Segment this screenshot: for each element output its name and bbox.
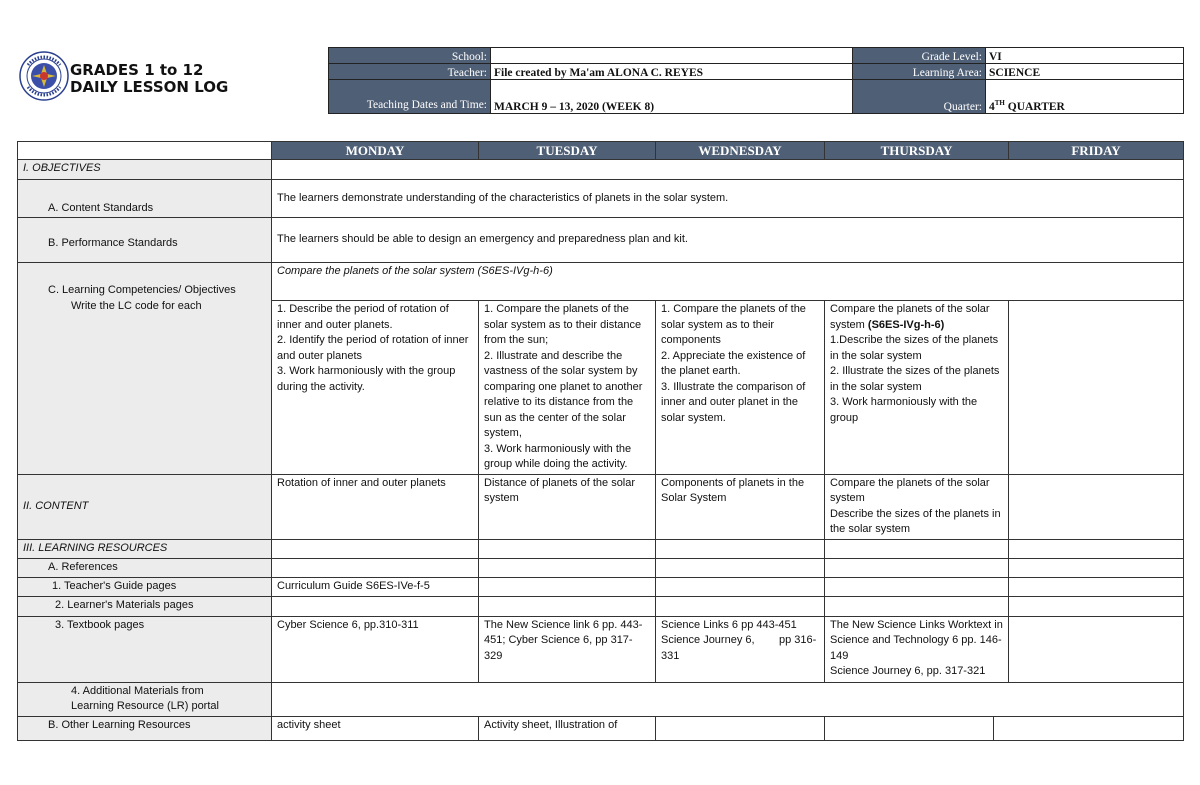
thursday-intro-text: Compare the planets of the solar system [830,303,990,331]
learning-area-label: Learning Area: [853,64,986,80]
other-resources-text: B. Other Learning Resources [48,718,191,731]
tg-monday[interactable]: Curriculum Guide S6ES-IVe-f-5 [272,577,479,596]
ref-friday[interactable] [1009,558,1184,577]
teacher-field[interactable]: File created by Ma'am ALONA C. REYES [491,64,853,80]
content-standards-cell[interactable]: The learners demonstrate understanding of the characteristics of planets in the solar system. [272,180,1184,218]
objective-item: 2. Appreciate the existence of the planet earth. [661,349,806,377]
content-label: II. CONTENT [18,474,272,539]
objective-item: 2. Illustrate the sizes of the planets in the solar system [830,365,1000,393]
tg-wednesday[interactable] [656,577,825,596]
learning-resources-row [18,539,1184,558]
lm-pages-text: 2. Learner's Materials pages [55,598,194,611]
header-info-table [328,47,1184,114]
lm-pages-row [18,596,1184,616]
competency-main-code: (S6ES-IVg-h-6) [477,265,553,277]
learning-resources-label: III. LEARNING RESOURCES [18,539,272,558]
textbook-thursday[interactable] [825,616,1009,682]
content-wednesday[interactable]: Components of planets in the Solar System [656,474,825,539]
textbook-monday[interactable]: Cyber Science 6, pp.310-311 [272,616,479,682]
thursday-intro [830,302,1003,333]
other-resources-label [18,716,272,740]
competencies-label [18,263,272,475]
tg-pages-text: 1. Teacher's Guide pages [52,579,177,592]
quarter-word: QUARTER [1004,101,1065,113]
tg-pages-row [18,577,1184,596]
objective-item: 3. Illustrate the comparison of inner and outer planet in the solar system. [661,380,806,424]
ref-thursday[interactable] [825,558,1009,577]
textbook-wednesday-line: Science Journey 6, pp 316-331 [661,634,817,662]
content-tuesday[interactable]: Distance of planets of the solar system [479,474,656,539]
corner-cell [18,142,272,160]
day-header-tuesday: TUESDAY [479,142,656,160]
textbook-thursday-line: Science Journey 6, pp. 317-321 [830,665,986,677]
grade-level-field[interactable]: VI [986,48,1184,64]
objective-item: 1. Compare the planets of the solar system as to their components [661,303,806,346]
tg-tuesday[interactable] [479,577,656,596]
day-header-monday: MONDAY [272,142,479,160]
quarter-superscript: TH [994,99,1005,108]
ref-monday[interactable] [272,558,479,577]
textbook-thursday-line: The New Science Links Worktext in Science and Technology 6 pp. 146-149 [830,618,1003,662]
additional-materials-label: 4. Additional Materials from Learning Resource (LR) portal [18,682,272,716]
additional-materials-cell[interactable] [272,682,1184,716]
objectives-friday[interactable] [1009,301,1184,475]
lm-thursday[interactable] [825,596,1009,616]
content-thursday-line: Compare the planets of the solar system [830,476,990,504]
other-resources-row [18,716,1184,740]
school-label: School: [329,48,491,64]
objectives-thursday[interactable] [825,301,1009,475]
textbook-wednesday[interactable] [656,616,825,682]
day-header-row [18,142,1184,160]
content-thursday-line: Describe the sizes of the planets in the solar system [830,507,1001,535]
objectives-label: I. OBJECTIVES [18,160,272,180]
competency-main-text: Compare the planets of the solar system [277,265,478,277]
textbook-pages-row [18,616,1184,682]
lr-monday[interactable] [272,539,479,558]
ref-wednesday[interactable] [656,558,825,577]
other-thursday[interactable] [825,716,994,740]
quarter-label: Quarter: [853,80,986,114]
objectives-row [18,160,1184,180]
content-standards-text-label: A. Content Standards [48,201,154,214]
lm-pages-label [18,596,272,616]
objective-item: 3. Work harmoniously with the group during the activity. [277,365,456,393]
teaching-dates-label: Teaching Dates and Time: [329,80,491,114]
title-line-2: DAILY LESSON LOG [70,78,229,96]
textbook-wednesday-line: Science Links 6 pp 443-451 [661,618,797,631]
ref-tuesday[interactable] [479,558,656,577]
performance-standards-label [18,218,272,263]
additional-materials-row [18,682,1184,716]
lm-friday[interactable] [1009,596,1184,616]
competencies-subtitle: Write the LC code for each [71,299,202,312]
content-standards-row [18,180,1184,218]
objective-item: 2. Illustrate and describe the vastness of the solar system by comparing one planet to another relative to its distance from the sun as the center of the solar system, [484,349,643,439]
references-label [18,558,272,577]
textbook-tuesday[interactable]: The New Science link 6 pp. 443-451; Cyber Science 6, pp 317-329 [479,616,656,682]
quarter-number: 4 [989,101,995,113]
learning-area-field[interactable]: SCIENCE [986,64,1184,80]
other-tuesday[interactable]: Activity sheet, Illustration of [479,716,656,740]
textbook-pages-text: 3. Textbook pages [55,618,145,631]
objective-item: 1.Describe the sizes of the planets in the solar system [830,334,999,362]
performance-standards-cell[interactable]: The learners should be able to design an emergency and preparedness plan and kit. [272,218,1184,263]
lr-thursday[interactable] [825,539,1009,558]
objective-item: 3. Work harmoniously with the group [830,396,978,424]
grade-level-label: Grade Level: [853,48,986,64]
document-title [70,62,228,96]
textbook-friday[interactable] [1009,616,1184,682]
content-standards-label [18,180,272,218]
teaching-dates-field[interactable]: MARCH 9 – 13, 2020 (WEEK 8) [491,80,853,114]
objective-item: 1. Compare the planets of the solar system as to their distance from the sun; [484,303,642,346]
objective-item: 1. Describe the period of rotation of inner and outer planets. [277,303,449,331]
lm-tuesday[interactable] [479,596,656,616]
teacher-label: Teacher: [329,64,491,80]
tg-thursday[interactable] [825,577,1009,596]
objectives-monday[interactable] [272,301,479,475]
references-row [18,558,1184,577]
deped-seal-logo [19,51,69,101]
content-thursday[interactable] [825,474,1009,539]
title-line-1: GRADES 1 to 12 [70,61,204,79]
lr-tuesday[interactable] [479,539,656,558]
quarter-field[interactable] [986,80,1184,114]
school-field[interactable] [491,48,853,64]
lesson-log-table [17,141,1184,741]
references-text: A. References [48,560,118,573]
textbook-pages-label [18,616,272,682]
other-wednesday[interactable] [656,716,825,740]
thursday-intro-code: (S6ES-IVg-h-6) [867,318,945,331]
competencies-title: C. Learning Competencies/ Objectives [48,284,236,296]
other-monday[interactable]: activity sheet [272,716,479,740]
objectives-wednesday[interactable] [656,301,825,475]
lr-wednesday[interactable] [656,539,825,558]
tg-pages-label [18,577,272,596]
objectives-cell[interactable] [272,160,1184,180]
day-header-friday: FRIDAY [1009,142,1184,160]
performance-standards-row [18,218,1184,263]
competency-main-cell[interactable] [272,263,1184,301]
other-friday[interactable] [994,716,1184,740]
objectives-tuesday[interactable] [479,301,656,475]
tg-friday[interactable] [1009,577,1184,596]
content-monday[interactable]: Rotation of inner and outer planets [272,474,479,539]
performance-standards-text-label: B. Performance Standards [48,236,178,249]
content-row [18,474,1184,539]
day-header-thursday: THURSDAY [825,142,1009,160]
objective-item: 3. Work harmoniously with the group while doing the activity. [484,442,632,470]
day-header-wednesday: WEDNESDAY [656,142,825,160]
lm-wednesday[interactable] [656,596,825,616]
lr-friday[interactable] [1009,539,1184,558]
objective-item: 2. Identify the period of rotation of inner and outer planets [277,334,469,362]
lm-monday[interactable] [272,596,479,616]
content-friday[interactable] [1009,474,1184,539]
competencies-main-row [18,263,1184,301]
